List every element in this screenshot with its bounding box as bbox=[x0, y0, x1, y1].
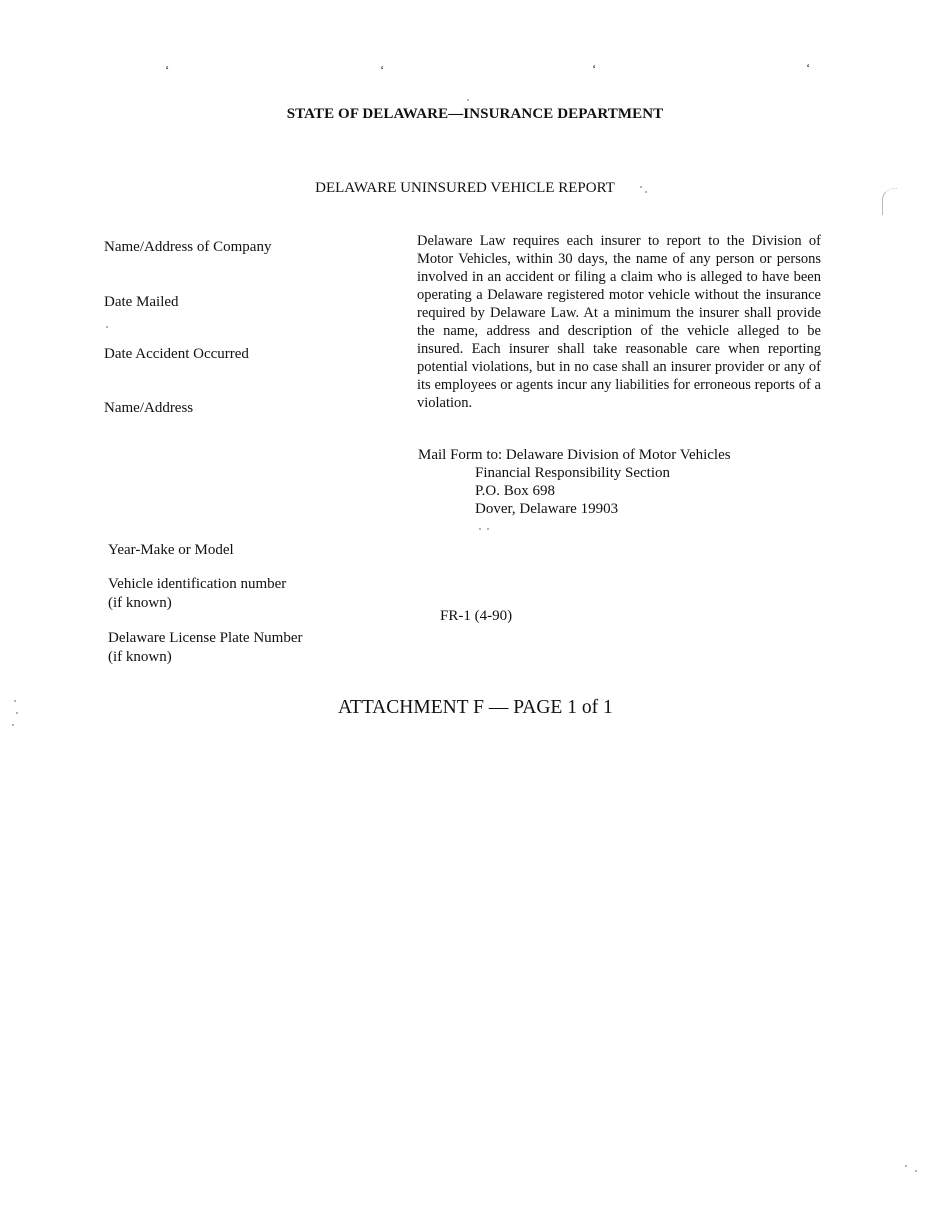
scan-speck: ʻ bbox=[380, 62, 385, 77]
label-date-accident: Date Accident Occurred bbox=[104, 346, 249, 362]
scan-dot bbox=[479, 528, 481, 530]
scan-dot bbox=[905, 1165, 907, 1167]
mailing-line2: Financial Responsibility Section bbox=[475, 465, 670, 481]
mailing-line4: Dover, Delaware 19903 bbox=[475, 501, 619, 517]
scan-dot bbox=[14, 700, 16, 702]
label-company: Name/Address of Company bbox=[104, 239, 272, 255]
instructions-paragraph: Delaware Law requires each insurer to report to the Division of Motor Vehicles, within 30 days, the name of any person or persons involved in an accident or filing a claim who is alleged to have been operating a Delaware registered motor vehicle without the insurance required by Delaware Law. At a minimum the insurer shall provide the name, address and description of the vehicle alleged to be insured. Each insurer shall take reasonable care when reporting potential violations, but in no case shall an insurer provider or any of its employees or agents incur any liabilities for erroneous reports of a violation. bbox=[417, 233, 821, 411]
scan-speck: ʻ bbox=[592, 61, 597, 76]
label-year-make-model: Year-Make or Model bbox=[108, 542, 234, 558]
label-plate bbox=[108, 629, 303, 667]
label-plate-line1: Delaware License Plate Number bbox=[108, 630, 303, 646]
scan-dot bbox=[106, 326, 108, 328]
label-vin-line2: (if known) bbox=[108, 595, 172, 611]
label-date-mailed: Date Mailed bbox=[104, 294, 179, 310]
scan-dot bbox=[915, 1170, 917, 1172]
scan-dot bbox=[467, 99, 469, 101]
scan-dot bbox=[487, 528, 489, 530]
mailing-address bbox=[418, 446, 731, 518]
label-vin bbox=[108, 575, 286, 613]
attachment-footer: ATTACHMENT F — PAGE 1 of 1 bbox=[338, 697, 613, 718]
label-plate-line2: (if known) bbox=[108, 649, 172, 665]
form-number: FR-1 (4-90) bbox=[440, 608, 513, 624]
label-vin-line1: Vehicle identification number bbox=[108, 576, 287, 592]
label-name-address: Name/Address bbox=[104, 400, 194, 416]
mailing-line1: Mail Form to: Delaware Division of Motor Vehicles bbox=[418, 447, 731, 463]
scan-speck: ʻ bbox=[806, 60, 811, 75]
scan-speck: ʻ bbox=[165, 62, 170, 77]
scan-dot bbox=[12, 724, 14, 726]
report-title: DELAWARE UNINSURED VEHICLE REPORT bbox=[315, 180, 615, 196]
scan-dot bbox=[16, 712, 18, 714]
mailing-line3: P.O. Box 698 bbox=[475, 483, 556, 499]
department-title: STATE OF DELAWARE—INSURANCE DEPARTMENT bbox=[286, 106, 664, 122]
